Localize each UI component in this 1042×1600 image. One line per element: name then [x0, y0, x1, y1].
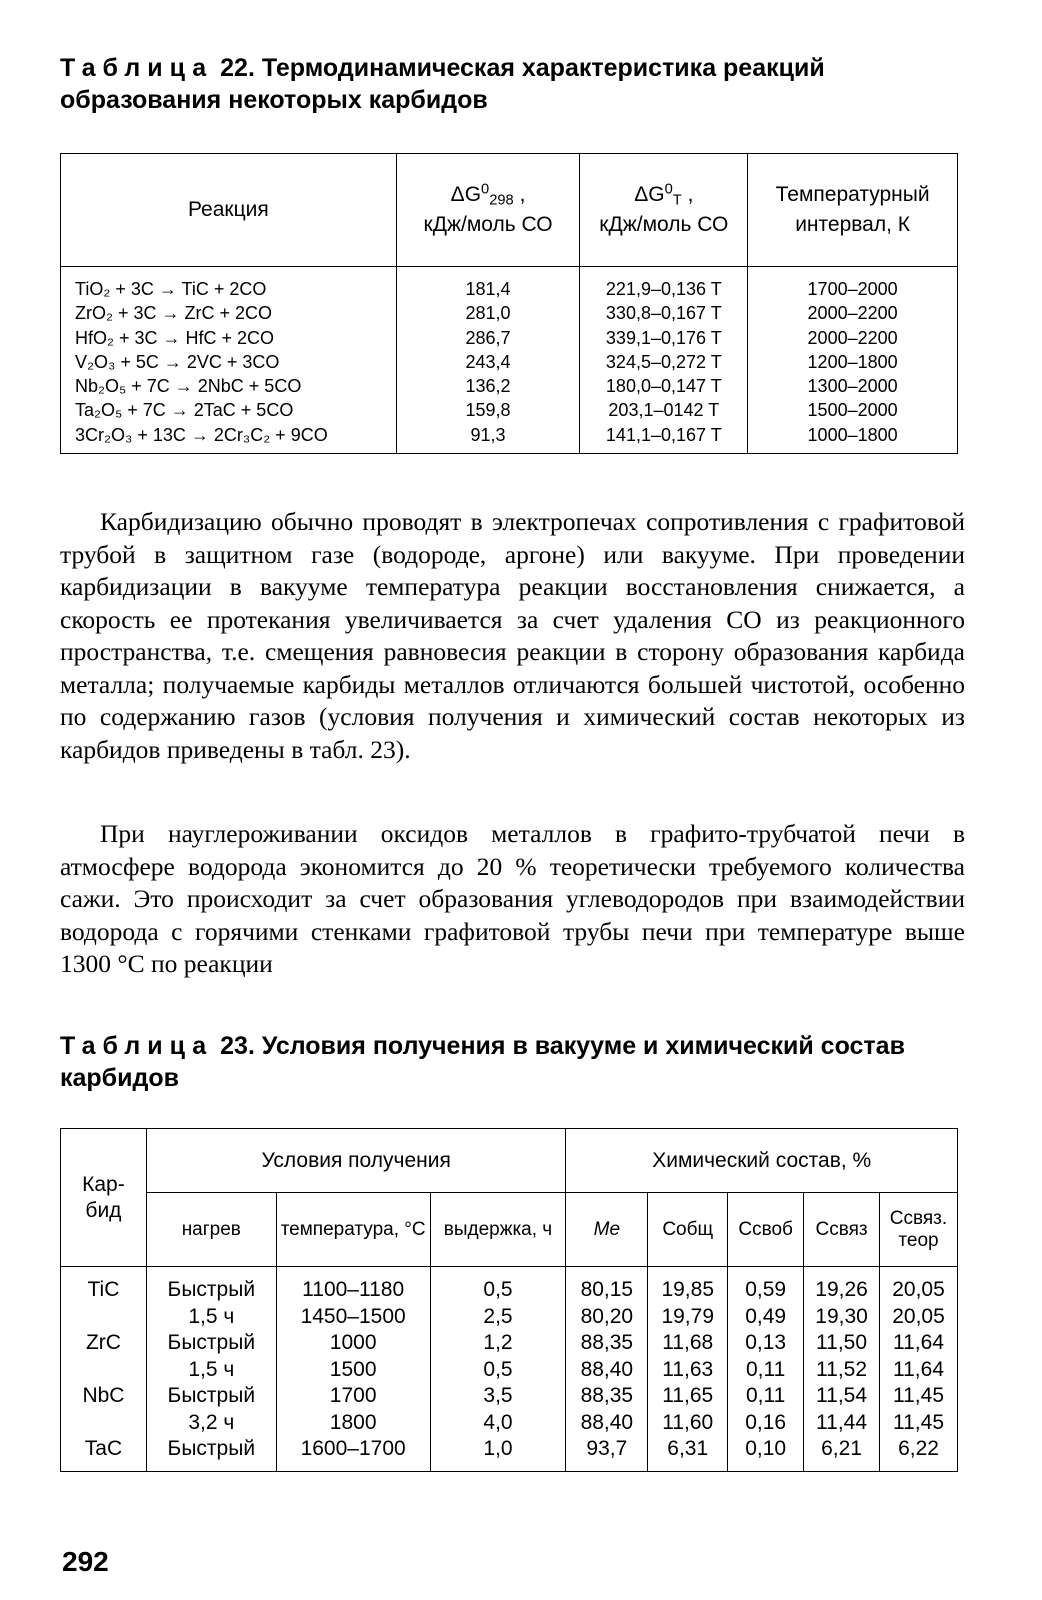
- dg298-cell: 286,7: [465, 327, 511, 348]
- table-23-caption: [60, 1030, 960, 1094]
- reaction-cell: V₂O₃ + 5C → 2VC + 3CO: [75, 351, 280, 372]
- c-bound-column: 19,26 19,30 11,50 11,52 11,54 11,44 6,21: [804, 1267, 880, 1472]
- heating-column: Быстрый 1,5 ч Быстрый 1,5 ч Быстрый 3,2 ч Быстрый: [146, 1267, 276, 1472]
- temp-cell: 1000–1800: [807, 424, 898, 445]
- table-23-header-row-1: [61, 1129, 958, 1193]
- temp-cell: 1200–1800: [807, 351, 898, 372]
- temp-cell: 2000–2200: [807, 327, 898, 348]
- reactions-column: [61, 267, 397, 454]
- header-dg298: $\Delta G^0_{298}$ , кДж/моль СО: [396, 154, 580, 267]
- dg298-cell: 136,2: [465, 376, 511, 397]
- reaction-cell: 3Cr₂O₃ + 13C → 2Cr₃C₂ + 9CO: [75, 424, 328, 445]
- temperature-column: 1100–1180 1450–1500 1000 1500 1700 1800 1600–1700: [276, 1267, 430, 1472]
- dgT-cell: 324,5–0,272 T: [605, 351, 722, 372]
- dgT-cell: 221,9–0,136 T: [605, 279, 722, 299]
- dg298-cell: 181,4: [465, 279, 511, 299]
- dgT-cell: 330,8–0,167 T: [605, 303, 722, 324]
- header-c-bound: Cсвяз: [804, 1193, 880, 1267]
- temp-cell: 1700–2000: [807, 279, 898, 299]
- c-theor-column: 20,05 20,05 11,64 11,64 11,45 11,45 6,22: [880, 1267, 958, 1472]
- reaction-cell: ZrO₂ + 3C → ZrC + 2CO: [75, 303, 273, 324]
- reaction-cell: HfO₂ + 3C → HfC + 2CO: [75, 327, 275, 348]
- c-free-column: 0,59 0,49 0,13 0,11 0,11 0,16 0,10: [728, 1267, 804, 1472]
- me-column: 80,15 80,20 88,35 88,40 88,35 88,40 93,7: [566, 1267, 648, 1472]
- dg298-column: [396, 267, 580, 454]
- temp-cell: 1500–2000: [807, 400, 898, 421]
- dgT-cell: 203,1–0142 T: [608, 400, 720, 421]
- body-paragraph-2: При науглероживании оксидов металлов в графито-трубчатой печи в атмосфере водорода экономится до 20 % теоретически требуемого количества сажи. Это происходит за счет образования углеводородов при взаимодействии водорода с горячими стенками графитовой трубы печи при температуре выше 1300 °С по реакции: [60, 819, 965, 978]
- header-temp-interval: Температурный интервал, К: [748, 154, 958, 267]
- header-c-free: Cсвоб: [728, 1193, 804, 1267]
- table-22-caption-text: 22. Термодинамическая характеристика реакций образования некоторых карбидов: [60, 54, 825, 114]
- temp-cell: 1300–2000: [807, 376, 898, 397]
- table-23-caption-label: Таблица: [60, 1032, 214, 1060]
- header-c-bound-theor: Cсвяз. теор: [880, 1193, 958, 1267]
- table-23: [60, 1128, 958, 1472]
- table-23-body: [61, 1267, 958, 1472]
- header-dgT: $\Delta G^0_T$ , кДж/моль СО: [580, 154, 748, 267]
- header-heating: нагрев: [146, 1193, 276, 1267]
- c-total-column: 19,85 19,79 11,68 11,63 11,65 11,60 6,31: [648, 1267, 728, 1472]
- header-reaction: Реакция: [61, 154, 397, 267]
- table-22-body: [61, 267, 958, 454]
- holding-column: 0,5 2,5 1,2 0,5 3,5 4,0 1,0: [430, 1267, 566, 1472]
- header-c-total: Cобщ: [648, 1193, 728, 1267]
- header-carbide: Кар-бид: [61, 1129, 147, 1267]
- table-22-caption: [60, 52, 960, 116]
- dgT-cell: 180,0–0,147 T: [605, 376, 722, 397]
- page-number: 292: [62, 1546, 109, 1577]
- dg298-cell: 159,8: [465, 400, 511, 421]
- table-22-caption-label: Таблица: [60, 54, 214, 82]
- header-holding: выдержка, ч: [430, 1193, 566, 1267]
- dg298-cell: 91,3: [470, 424, 506, 445]
- table-23-caption-text: 23. Условия получения в вакууме и химический состав карбидов: [60, 1032, 905, 1092]
- table-23-header-row-2: [61, 1193, 958, 1267]
- body-paragraph-1: Карбидизацию обычно проводят в электропечах сопротивления с графитовой трубой в защитном газе (водороде, аргоне) или вакууме. При проведении карбидизации в вакууме температура реакции восстановления снижается, а скорость ее протекания увеличивается за счет удаления СО из реакционного пространства, т.е. смещения равновесия реакции в сторону образования карбида металла; получаемые карбиды металлов отличаются большей чистотой, особенно по содержанию газов (условия получения и химический состав некоторых из карбидов приведены в табл. 23).: [60, 507, 965, 764]
- table-22: [60, 153, 958, 454]
- header-me: Me: [566, 1193, 648, 1267]
- header-composition: Химический состав, %: [566, 1129, 958, 1193]
- dgT-cell: 339,1–0,176 T: [605, 327, 722, 348]
- header-conditions: Условия получения: [146, 1129, 566, 1193]
- reaction-cell: Nb₂O₅ + 7C → 2NbC + 5CO: [75, 376, 302, 397]
- dgT-column: [580, 267, 748, 454]
- reaction-cell: TiO₂ + 3C → TiC + 2CO: [75, 279, 267, 299]
- dgT-cell: 141,1–0,167 T: [605, 424, 722, 445]
- header-temperature: температура, °С: [276, 1193, 430, 1267]
- table-22-header-row: [61, 154, 958, 267]
- reaction-cell: Ta₂O₅ + 7C → 2TaC + 5CO: [75, 400, 294, 421]
- carbide-column: TiC ZrC NbC TaC: [61, 1267, 147, 1472]
- temp-cell: 2000–2200: [807, 303, 898, 324]
- temp-column: [748, 267, 958, 454]
- dg298-cell: 281,0: [465, 303, 511, 324]
- dg298-cell: 243,4: [465, 351, 511, 372]
